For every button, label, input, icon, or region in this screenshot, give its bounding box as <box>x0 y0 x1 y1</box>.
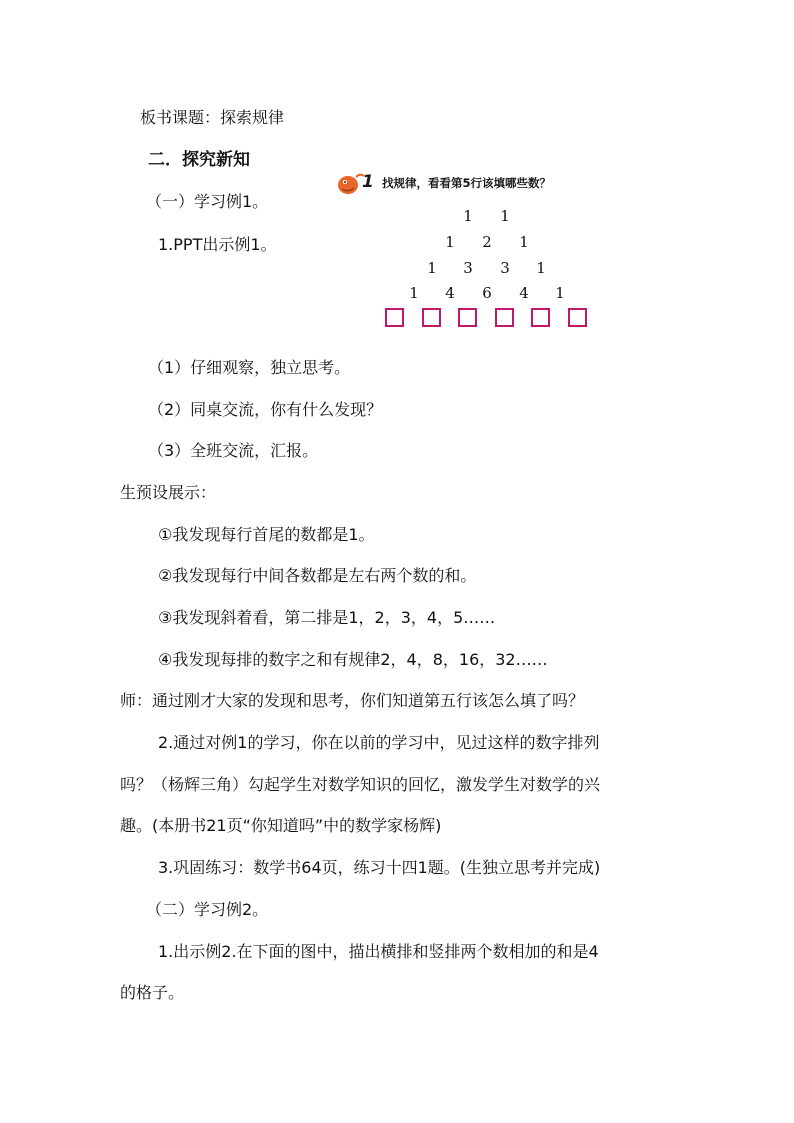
triangle-number: 1 <box>555 284 565 302</box>
answer-box <box>458 308 477 327</box>
item-1: 1.PPT出示例1。 <box>158 235 277 254</box>
step-2: （2）同桌交流，你有什么发现？ <box>148 400 383 419</box>
example-figure <box>336 172 598 332</box>
finding-1: ①我发现每行首尾的数都是1。 <box>158 525 375 544</box>
preset-label: 生预设展示： <box>120 483 217 502</box>
step-1: （1）仔细观察，独立思考。 <box>148 358 351 377</box>
paragraph-4-line-1: 1.出示例2.在下面的图中，描出横排和竖排两个数相加的和是4 <box>158 942 599 961</box>
finding-2: ②我发现每行中间各数都是左右两个数的和。 <box>158 566 477 585</box>
subsection-2: （二）学习例2。 <box>146 900 269 919</box>
figure-title: 找规律，看看第5行该填哪些数？ <box>382 176 551 190</box>
triangle-number: 4 <box>519 284 529 302</box>
paragraph-2-line-2: 吗？（杨辉三角）勾起学生对数学知识的回忆，激发学生对数学的兴 <box>120 775 601 794</box>
step-3: （3）全班交流，汇报。 <box>148 441 319 460</box>
finding-4: ④我发现每排的数字之和有规律2，4，8，16，32…… <box>158 650 548 669</box>
triangle-number: 2 <box>482 233 492 251</box>
triangle-number: 6 <box>482 284 492 302</box>
paragraph-2-line-3: 趣。(本册书21页“你知道吗”中的数学家杨辉) <box>120 816 442 835</box>
teacher-line: 师：通过刚才大家的发现和思考，你们知道第五行该怎么填了吗？ <box>120 691 585 710</box>
subsection-1: （一）学习例1。 <box>146 192 269 211</box>
answer-box <box>531 308 550 327</box>
triangle-number: 1 <box>445 233 455 251</box>
paragraph-4-line-2: 的格子。 <box>120 983 185 1002</box>
triangle-number: 1 <box>500 207 510 225</box>
triangle-number: 1 <box>536 259 546 277</box>
triangle-number: 3 <box>500 259 510 277</box>
answer-box <box>495 308 514 327</box>
answer-box <box>422 308 441 327</box>
answer-box <box>568 308 587 327</box>
figure-header <box>336 172 598 198</box>
triangle-number: 1 <box>463 207 473 225</box>
triangle-number: 1 <box>519 233 529 251</box>
board-title: 板书课题：探索规律 <box>140 108 285 127</box>
example-badge-number: 1 <box>362 172 374 192</box>
answer-box <box>385 308 404 327</box>
paragraph-3: 3.巩固练习：数学书64页，练习十四1题。(生独立思考并完成) <box>158 858 601 877</box>
triangle-number: 1 <box>427 259 437 277</box>
finding-3: ③我发现斜着看，第二排是1，2，3，4，5…… <box>158 608 496 627</box>
section-title: 二．探究新知 <box>148 150 250 170</box>
paragraph-2-line-1: 2.通过对例1的学习，你在以前的学习中，见过这样的数字排列 <box>158 733 600 752</box>
triangle-number: 4 <box>445 284 455 302</box>
triangle-number: 1 <box>409 284 419 302</box>
triangle-number: 3 <box>463 259 473 277</box>
